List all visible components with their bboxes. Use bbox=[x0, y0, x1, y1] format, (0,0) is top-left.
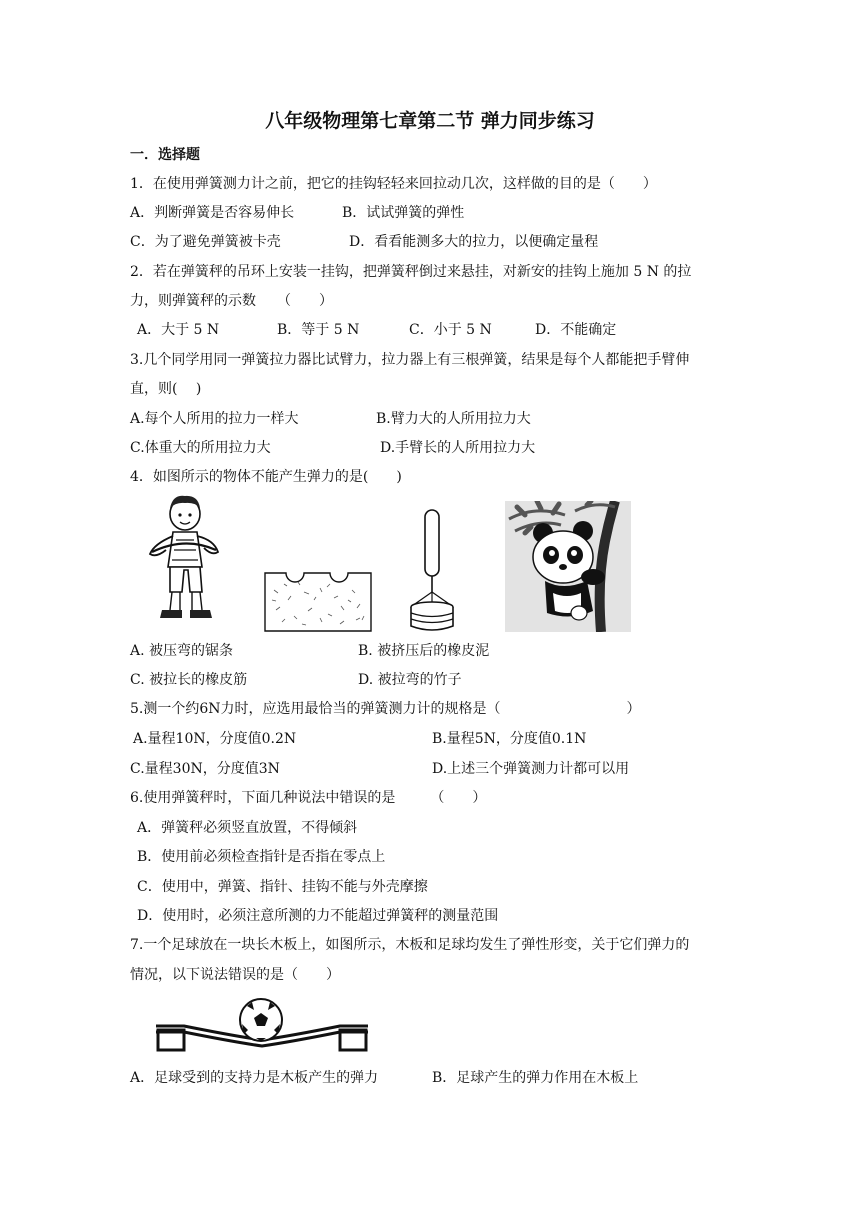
panda-bamboo-figure bbox=[505, 501, 631, 632]
q6-option-a: A．弹簧秤必须竖直放置，不得倾斜 bbox=[137, 820, 358, 836]
q7-option-b: B．足球产生的弹力作用在木板上 bbox=[432, 1070, 639, 1086]
q3-option-b: B.臂力大的人所用拉力大 bbox=[376, 411, 531, 427]
q2-option-a: A．大于 5 N bbox=[137, 322, 220, 338]
q4-stem: 4．如图所示的物体不能产生弹力的是( ) bbox=[130, 469, 402, 485]
q1-option-b: B．试试弹簧的弹性 bbox=[342, 205, 465, 221]
q5-option-a: A.量程10N，分度值0.2N bbox=[133, 731, 297, 747]
section-heading: 一．选择题 bbox=[130, 147, 200, 163]
q6-option-b: B．使用前必须检查指针是否指在零点上 bbox=[137, 849, 386, 865]
q5-option-c: C.量程30N，分度值3N bbox=[130, 761, 280, 777]
q4-option-b: B. 被挤压后的橡皮泥 bbox=[358, 643, 490, 659]
q2-option-b: B．等于 5 N bbox=[277, 322, 360, 338]
q1-option-d: D．看看能测多大的拉力，以便确定量程 bbox=[349, 234, 599, 250]
squeezed-clay-figure bbox=[264, 570, 372, 632]
q6-stem: 6.使用弹簧秤时，下面几种说法中错误的是 （ ） bbox=[130, 790, 487, 806]
q5-option-b: B.量程5N，分度值0.1N bbox=[432, 731, 587, 747]
q1-stem: 1．在使用弹簧测力计之前，把它的挂钩轻轻来回拉动几次，这样做的目的是（ ） bbox=[130, 176, 657, 192]
q6-option-c: C．使用中，弹簧、指针、挂钩不能与外壳摩擦 bbox=[137, 879, 428, 895]
q4-option-d: D. 被拉弯的竹子 bbox=[358, 672, 462, 688]
q7-stem-line1: 7.一个足球放在一块长木板上，如图所示，木板和足球均发生了弹性形变，关于它们弹力的 bbox=[130, 937, 690, 953]
q2-stem-line2: 力，则弹簧秤的示数 （ ） bbox=[130, 293, 333, 309]
football-on-board-figure bbox=[154, 996, 372, 1056]
q1-option-c: C．为了避免弹簧被卡壳 bbox=[130, 234, 281, 250]
q3-stem-line2: 直，则( ) bbox=[130, 381, 202, 397]
q4-option-a: A. 被压弯的锯条 bbox=[130, 643, 234, 659]
q2-option-c: C．小于 5 N bbox=[409, 322, 492, 338]
q5-stem: 5.测一个约6N力时，应选用最恰当的弹簧测力计的规格是（ ） bbox=[130, 701, 641, 717]
q1-option-a: A．判断弹簧是否容易伸长 bbox=[130, 205, 295, 221]
q7-stem-line2: 情况，以下说法错误的是（ ） bbox=[130, 967, 340, 983]
q3-option-a: A.每个人所用的拉力一样大 bbox=[130, 411, 299, 427]
q6-option-d: D．使用时，必须注意所测的力不能超过弹簧秤的测量范围 bbox=[137, 908, 499, 924]
q7-option-a: A．足球受到的支持力是木板产生的弹力 bbox=[130, 1070, 379, 1086]
q2-option-d: D．不能确定 bbox=[535, 322, 617, 338]
q3-stem-line1: 3.几个同学用同一弹簧拉力器比试臂力，拉力器上有三根弹簧，结果是每个人都能把手臂伸 bbox=[130, 352, 690, 368]
q3-option-d: D.手臂长的人所用拉力大 bbox=[380, 440, 536, 456]
q3-option-c: C.体重大的所用拉力大 bbox=[130, 440, 271, 456]
q5-option-d: D.上述三个弹簧测力计都可以用 bbox=[432, 761, 630, 777]
q2-stem-line1: 2．若在弹簧秤的吊环上安装一挂钩，把弹簧秤倒过来悬挂，对新安的挂钩上施加 5 N 的拉 bbox=[130, 264, 692, 280]
boy-stretching-band-figure bbox=[140, 492, 230, 622]
q4-option-c: C. 被拉长的橡皮筋 bbox=[130, 672, 248, 688]
page-title: 八年级物理第七章第二节 弹力同步练习 bbox=[265, 110, 595, 132]
spring-scale-figure bbox=[402, 508, 464, 634]
